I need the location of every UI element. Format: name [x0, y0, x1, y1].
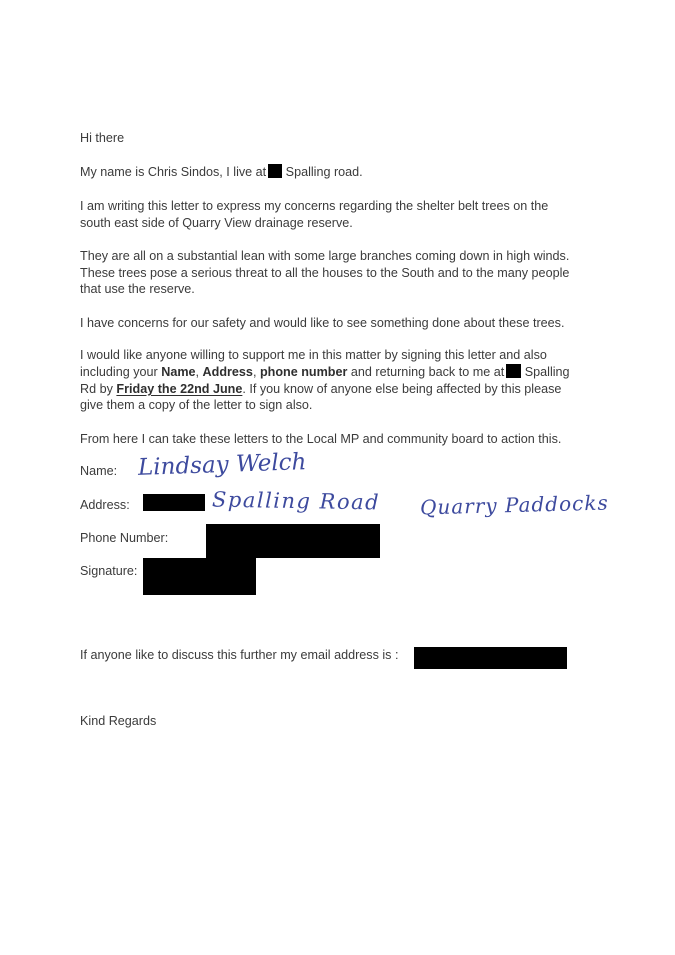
paragraph-2-line-1: They are all on a substantial lean with some large branches coming down in high winds.: [80, 249, 570, 263]
greeting: Hi there: [80, 131, 125, 145]
email-line: If anyone like to discuss this further my email address is :: [80, 648, 399, 662]
redacted-address-number: [143, 494, 205, 511]
phone-label: Phone Number:: [80, 531, 169, 545]
redacted-phone-number: [206, 524, 380, 558]
paragraph-3: I have concerns for our safety and would like to see something done about these trees.: [80, 316, 565, 330]
p4-street: Spalling: [521, 365, 570, 379]
bold-name: Name: [161, 365, 196, 379]
name-handwritten-value: Lindsay Welch: [137, 449, 307, 481]
deadline-date: Friday the 22nd June: [116, 382, 243, 396]
paragraph-2-line-3: that use the reserve.: [80, 282, 195, 296]
paragraph-4-line-2: [80, 364, 570, 381]
paragraph-2-line-2: These trees pose a serious threat to all the houses to the South and to the many people: [80, 266, 570, 280]
bold-phone-number: phone number: [259, 365, 348, 379]
paragraph-1-line-1: I am writing this letter to express my concerns regarding the shelter belt trees on the: [80, 199, 549, 213]
paragraph-4-line-4: give them a copy of the letter to sign also.: [80, 398, 313, 412]
bold-address: Address: [202, 365, 253, 379]
redacted-signature: [143, 558, 256, 595]
name-label: Name:: [80, 464, 118, 478]
redacted-email-address: [414, 647, 567, 669]
intro-street: Spalling road.: [282, 165, 363, 179]
address-handwritten-area: Quarry Paddocks: [419, 490, 609, 520]
p4-return-text: and returning back to me at: [347, 365, 505, 379]
signature-label: Signature:: [80, 564, 138, 578]
p4-rd-by: Rd by: [80, 382, 117, 396]
address-handwritten-street: Spalling Road: [211, 487, 381, 515]
paragraph-4-line-3: [80, 381, 561, 398]
address-label: Address:: [80, 498, 130, 512]
paragraph-4-line-1: I would like anyone willing to support me in this matter by signing this letter and also: [80, 348, 547, 362]
p4-comma: ,: [195, 365, 203, 379]
intro-text: My name is Chris Sindos, I live at: [80, 165, 267, 179]
p4-text-3: . If you know of anyone else being affected by this please: [242, 382, 562, 396]
closing: Kind Regards: [80, 714, 157, 728]
paragraph-5: From here I can take these letters to the Local MP and community board to action this.: [80, 432, 562, 446]
intro-line: [80, 164, 363, 181]
redacted-house-number: [268, 164, 282, 178]
p4-text: including your: [80, 365, 162, 379]
redacted-return-house-number: [506, 364, 521, 378]
paragraph-1-line-2: south east side of Quarry View drainage reserve.: [80, 216, 353, 230]
p4-comma-2: ,: [252, 365, 260, 379]
